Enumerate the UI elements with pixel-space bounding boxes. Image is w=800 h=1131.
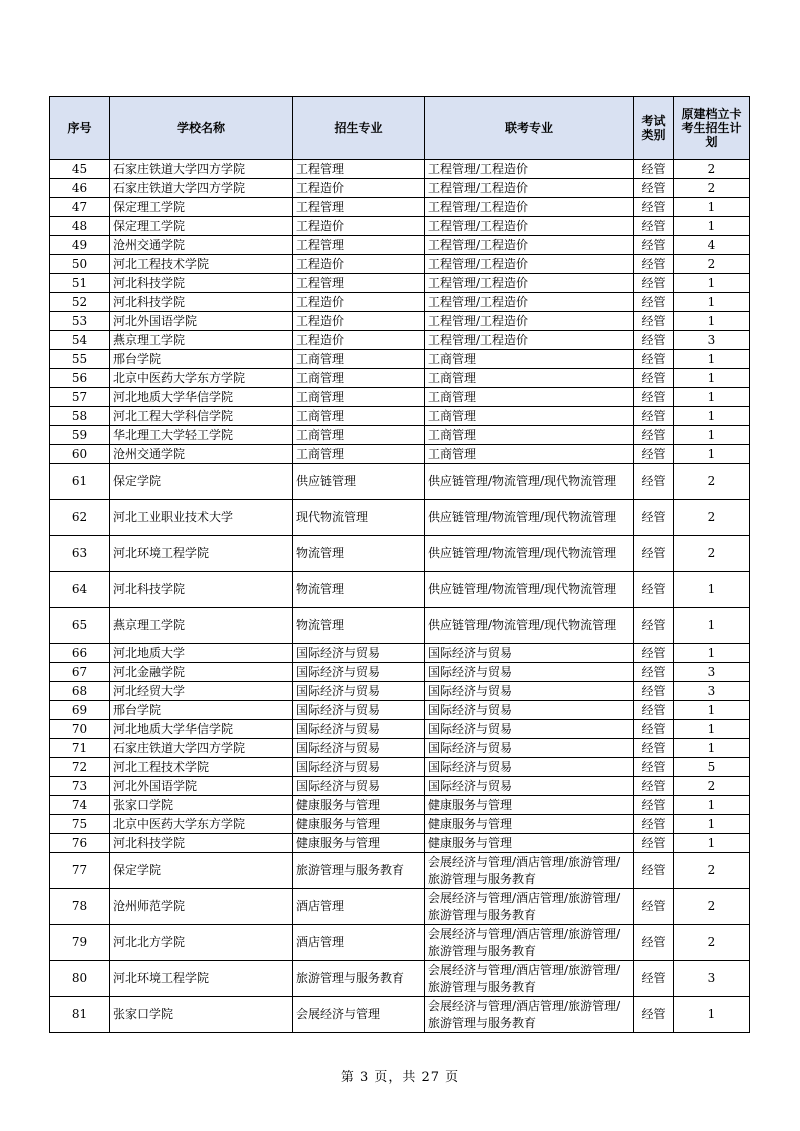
- cell-plan: 1: [674, 407, 750, 426]
- cell-exam-major: 供应链管理/物流管理/现代物流管理: [425, 608, 634, 644]
- cell-num: 50: [50, 255, 110, 274]
- cell-exam-type: 经管: [634, 925, 674, 961]
- cell-plan: 1: [674, 369, 750, 388]
- cell-major: 旅游管理与服务教育: [293, 961, 425, 997]
- cell-exam-type: 经管: [634, 663, 674, 682]
- cell-major: 工程管理: [293, 198, 425, 217]
- cell-exam-type: 经管: [634, 369, 674, 388]
- cell-plan: 1: [674, 720, 750, 739]
- cell-plan: 1: [674, 293, 750, 312]
- cell-num: 79: [50, 925, 110, 961]
- cell-num: 57: [50, 388, 110, 407]
- cell-plan: 2: [674, 536, 750, 572]
- cell-plan: 1: [674, 274, 750, 293]
- table-row: [50, 350, 750, 369]
- cell-num: 78: [50, 889, 110, 925]
- cell-school: 保定理工学院: [110, 198, 293, 217]
- cell-plan: 1: [674, 608, 750, 644]
- cell-exam-type: 经管: [634, 682, 674, 701]
- cell-plan: 2: [674, 500, 750, 536]
- cell-major: 国际经济与贸易: [293, 663, 425, 682]
- header-school: 学校名称: [110, 97, 293, 160]
- cell-major: 国际经济与贸易: [293, 701, 425, 720]
- cell-major: 会展经济与管理: [293, 997, 425, 1033]
- cell-plan: 3: [674, 331, 750, 350]
- table-row: [50, 312, 750, 331]
- cell-exam-major: 供应链管理/物流管理/现代物流管理: [425, 500, 634, 536]
- cell-num: 56: [50, 369, 110, 388]
- cell-exam-type: 经管: [634, 217, 674, 236]
- header-exam-major: 联考专业: [425, 97, 634, 160]
- cell-plan: 2: [674, 255, 750, 274]
- cell-exam-type: 经管: [634, 445, 674, 464]
- cell-exam-major: 工商管理: [425, 445, 634, 464]
- cell-major: 国际经济与贸易: [293, 758, 425, 777]
- cell-exam-type: 经管: [634, 426, 674, 445]
- cell-school: 河北工程技术学院: [110, 758, 293, 777]
- cell-exam-type: 经管: [634, 572, 674, 608]
- cell-school: 保定学院: [110, 853, 293, 889]
- table-row: [50, 500, 750, 536]
- header-exam-type: 考试类别: [634, 97, 674, 160]
- cell-exam-type: 经管: [634, 777, 674, 796]
- cell-major: 工商管理: [293, 407, 425, 426]
- cell-major: 物流管理: [293, 572, 425, 608]
- cell-num: 65: [50, 608, 110, 644]
- cell-exam-type: 经管: [634, 160, 674, 179]
- cell-exam-type: 经管: [634, 331, 674, 350]
- cell-plan: 2: [674, 464, 750, 500]
- cell-major: 物流管理: [293, 608, 425, 644]
- cell-exam-major: 供应链管理/物流管理/现代物流管理: [425, 464, 634, 500]
- cell-plan: 3: [674, 682, 750, 701]
- cell-major: 工程管理: [293, 236, 425, 255]
- cell-school: 沧州师范学院: [110, 889, 293, 925]
- cell-exam-type: 经管: [634, 293, 674, 312]
- cell-school: 石家庄铁道大学四方学院: [110, 179, 293, 198]
- cell-num: 59: [50, 426, 110, 445]
- cell-exam-major: 会展经济与管理/酒店管理/旅游管理/旅游管理与服务教育: [425, 997, 634, 1033]
- cell-exam-type: 经管: [634, 255, 674, 274]
- table-row: [50, 701, 750, 720]
- cell-exam-type: 经管: [634, 464, 674, 500]
- cell-school: 保定学院: [110, 464, 293, 500]
- cell-school: 邢台学院: [110, 701, 293, 720]
- cell-plan: 1: [674, 350, 750, 369]
- cell-major: 工商管理: [293, 388, 425, 407]
- cell-exam-major: 国际经济与贸易: [425, 644, 634, 663]
- table-row: [50, 608, 750, 644]
- table-row: [50, 834, 750, 853]
- cell-exam-major: 会展经济与管理/酒店管理/旅游管理/旅游管理与服务教育: [425, 961, 634, 997]
- cell-exam-type: 经管: [634, 834, 674, 853]
- cell-plan: 1: [674, 701, 750, 720]
- table-row: [50, 815, 750, 834]
- table-row: [50, 179, 750, 198]
- cell-num: 76: [50, 834, 110, 853]
- cell-num: 63: [50, 536, 110, 572]
- cell-school: 河北工程技术学院: [110, 255, 293, 274]
- cell-school: 河北北方学院: [110, 925, 293, 961]
- cell-plan: 2: [674, 853, 750, 889]
- cell-major: 供应链管理: [293, 464, 425, 500]
- cell-exam-type: 经管: [634, 608, 674, 644]
- table-row: [50, 961, 750, 997]
- cell-major: 工商管理: [293, 369, 425, 388]
- cell-exam-major: 工商管理: [425, 426, 634, 445]
- cell-school: 河北地质大学: [110, 644, 293, 663]
- cell-major: 健康服务与管理: [293, 815, 425, 834]
- header-plan: 原建档立卡考生招生计划: [674, 97, 750, 160]
- cell-major: 工程造价: [293, 312, 425, 331]
- cell-school: 河北科技学院: [110, 274, 293, 293]
- cell-exam-type: 经管: [634, 739, 674, 758]
- cell-num: 45: [50, 160, 110, 179]
- cell-school: 华北理工大学轻工学院: [110, 426, 293, 445]
- cell-school: 石家庄铁道大学四方学院: [110, 160, 293, 179]
- cell-school: 燕京理工学院: [110, 608, 293, 644]
- cell-exam-major: 供应链管理/物流管理/现代物流管理: [425, 572, 634, 608]
- cell-exam-major: 国际经济与贸易: [425, 682, 634, 701]
- cell-exam-type: 经管: [634, 796, 674, 815]
- cell-exam-major: 工程管理/工程造价: [425, 179, 634, 198]
- cell-school: 保定理工学院: [110, 217, 293, 236]
- table-row: [50, 796, 750, 815]
- table-row: [50, 997, 750, 1033]
- cell-major: 工商管理: [293, 350, 425, 369]
- cell-school: 北京中医药大学东方学院: [110, 815, 293, 834]
- cell-exam-major: 工商管理: [425, 369, 634, 388]
- table-row: [50, 217, 750, 236]
- cell-school: 燕京理工学院: [110, 331, 293, 350]
- cell-num: 60: [50, 445, 110, 464]
- cell-plan: 1: [674, 198, 750, 217]
- cell-exam-major: 供应链管理/物流管理/现代物流管理: [425, 536, 634, 572]
- cell-plan: 2: [674, 179, 750, 198]
- cell-school: 河北金融学院: [110, 663, 293, 682]
- cell-school: 沧州交通学院: [110, 236, 293, 255]
- cell-exam-type: 经管: [634, 350, 674, 369]
- table-row: [50, 198, 750, 217]
- cell-exam-major: 健康服务与管理: [425, 796, 634, 815]
- cell-plan: 1: [674, 815, 750, 834]
- cell-exam-type: 经管: [634, 179, 674, 198]
- cell-plan: 1: [674, 388, 750, 407]
- cell-major: 工程造价: [293, 179, 425, 198]
- table-row: [50, 464, 750, 500]
- cell-exam-type: 经管: [634, 758, 674, 777]
- cell-num: 48: [50, 217, 110, 236]
- cell-num: 54: [50, 331, 110, 350]
- cell-major: 工程造价: [293, 331, 425, 350]
- cell-school: 河北环境工程学院: [110, 961, 293, 997]
- table-row: [50, 331, 750, 350]
- cell-num: 81: [50, 997, 110, 1033]
- cell-plan: 5: [674, 758, 750, 777]
- table-row: [50, 663, 750, 682]
- cell-school: 河北科技学院: [110, 293, 293, 312]
- page-footer: 第 3 页，共 27 页: [340, 1070, 460, 1085]
- header-major: 招生专业: [293, 97, 425, 160]
- cell-major: 酒店管理: [293, 925, 425, 961]
- cell-exam-type: 经管: [634, 500, 674, 536]
- cell-num: 68: [50, 682, 110, 701]
- cell-exam-major: 健康服务与管理: [425, 834, 634, 853]
- cell-exam-type: 经管: [634, 961, 674, 997]
- cell-exam-major: 会展经济与管理/酒店管理/旅游管理/旅游管理与服务教育: [425, 853, 634, 889]
- cell-plan: 2: [674, 160, 750, 179]
- cell-plan: 1: [674, 834, 750, 853]
- cell-num: 71: [50, 739, 110, 758]
- cell-exam-major: 国际经济与贸易: [425, 739, 634, 758]
- cell-school: 河北外国语学院: [110, 312, 293, 331]
- cell-exam-type: 经管: [634, 388, 674, 407]
- cell-num: 77: [50, 853, 110, 889]
- cell-major: 工商管理: [293, 445, 425, 464]
- cell-exam-type: 经管: [634, 407, 674, 426]
- cell-plan: 1: [674, 426, 750, 445]
- cell-exam-major: 会展经济与管理/酒店管理/旅游管理/旅游管理与服务教育: [425, 925, 634, 961]
- table-row: [50, 236, 750, 255]
- table-row: [50, 255, 750, 274]
- cell-major: 国际经济与贸易: [293, 682, 425, 701]
- cell-major: 健康服务与管理: [293, 796, 425, 815]
- cell-exam-major: 健康服务与管理: [425, 815, 634, 834]
- cell-num: 62: [50, 500, 110, 536]
- cell-school: 河北经贸大学: [110, 682, 293, 701]
- table-row: [50, 889, 750, 925]
- table-row: [50, 853, 750, 889]
- cell-num: 73: [50, 777, 110, 796]
- cell-major: 工程造价: [293, 293, 425, 312]
- cell-major: 国际经济与贸易: [293, 720, 425, 739]
- cell-num: 74: [50, 796, 110, 815]
- cell-exam-major: 国际经济与贸易: [425, 720, 634, 739]
- table-row: [50, 644, 750, 663]
- cell-exam-major: 工程管理/工程造价: [425, 217, 634, 236]
- table-row: [50, 369, 750, 388]
- cell-major: 健康服务与管理: [293, 834, 425, 853]
- cell-exam-type: 经管: [634, 198, 674, 217]
- cell-exam-major: 国际经济与贸易: [425, 758, 634, 777]
- cell-exam-major: 工程管理/工程造价: [425, 331, 634, 350]
- cell-exam-major: 工程管理/工程造价: [425, 160, 634, 179]
- cell-major: 国际经济与贸易: [293, 644, 425, 663]
- cell-exam-major: 工程管理/工程造价: [425, 293, 634, 312]
- cell-school: 河北工程大学科信学院: [110, 407, 293, 426]
- cell-major: 工程造价: [293, 217, 425, 236]
- cell-num: 49: [50, 236, 110, 255]
- cell-school: 河北地质大学华信学院: [110, 388, 293, 407]
- cell-num: 58: [50, 407, 110, 426]
- cell-exam-type: 经管: [634, 853, 674, 889]
- cell-exam-major: 工程管理/工程造价: [425, 312, 634, 331]
- cell-num: 67: [50, 663, 110, 682]
- cell-exam-major: 会展经济与管理/酒店管理/旅游管理/旅游管理与服务教育: [425, 889, 634, 925]
- cell-major: 物流管理: [293, 536, 425, 572]
- cell-school: 沧州交通学院: [110, 445, 293, 464]
- table-row: [50, 445, 750, 464]
- cell-exam-major: 工商管理: [425, 407, 634, 426]
- cell-school: 石家庄铁道大学四方学院: [110, 739, 293, 758]
- table-header-row: [50, 97, 750, 160]
- cell-exam-major: 工程管理/工程造价: [425, 255, 634, 274]
- cell-major: 工程造价: [293, 255, 425, 274]
- table-row: [50, 777, 750, 796]
- cell-major: 酒店管理: [293, 889, 425, 925]
- cell-exam-type: 经管: [634, 889, 674, 925]
- cell-num: 69: [50, 701, 110, 720]
- cell-exam-type: 经管: [634, 644, 674, 663]
- cell-num: 64: [50, 572, 110, 608]
- cell-exam-type: 经管: [634, 701, 674, 720]
- cell-num: 52: [50, 293, 110, 312]
- cell-plan: 2: [674, 777, 750, 796]
- cell-exam-major: 国际经济与贸易: [425, 663, 634, 682]
- cell-plan: 1: [674, 312, 750, 331]
- cell-plan: 1: [674, 796, 750, 815]
- cell-plan: 2: [674, 925, 750, 961]
- table-row: [50, 682, 750, 701]
- cell-school: 河北环境工程学院: [110, 536, 293, 572]
- table-row: [50, 293, 750, 312]
- cell-num: 75: [50, 815, 110, 834]
- header-num: 序号: [50, 97, 110, 160]
- cell-exam-type: 经管: [634, 720, 674, 739]
- cell-school: 邢台学院: [110, 350, 293, 369]
- cell-exam-type: 经管: [634, 997, 674, 1033]
- cell-plan: 1: [674, 997, 750, 1033]
- cell-exam-major: 工商管理: [425, 388, 634, 407]
- cell-plan: 4: [674, 236, 750, 255]
- cell-school: 北京中医药大学东方学院: [110, 369, 293, 388]
- cell-school: 张家口学院: [110, 796, 293, 815]
- admission-plan-table: [49, 96, 750, 1033]
- cell-num: 70: [50, 720, 110, 739]
- table-row: [50, 758, 750, 777]
- cell-school: 张家口学院: [110, 997, 293, 1033]
- cell-exam-type: 经管: [634, 536, 674, 572]
- cell-major: 旅游管理与服务教育: [293, 853, 425, 889]
- table-row: [50, 536, 750, 572]
- table-row: [50, 274, 750, 293]
- table-row: [50, 160, 750, 179]
- cell-exam-major: 工程管理/工程造价: [425, 198, 634, 217]
- cell-plan: 1: [674, 445, 750, 464]
- table-row: [50, 925, 750, 961]
- cell-num: 47: [50, 198, 110, 217]
- table-row: [50, 426, 750, 445]
- cell-school: 河北外国语学院: [110, 777, 293, 796]
- cell-school: 河北科技学院: [110, 834, 293, 853]
- cell-plan: 2: [674, 889, 750, 925]
- cell-exam-major: 工程管理/工程造价: [425, 274, 634, 293]
- cell-major: 工程管理: [293, 160, 425, 179]
- cell-num: 72: [50, 758, 110, 777]
- table-row: [50, 720, 750, 739]
- cell-plan: 1: [674, 644, 750, 663]
- cell-exam-type: 经管: [634, 815, 674, 834]
- cell-num: 51: [50, 274, 110, 293]
- cell-plan: 1: [674, 572, 750, 608]
- table-row: [50, 388, 750, 407]
- cell-major: 国际经济与贸易: [293, 777, 425, 796]
- cell-exam-major: 国际经济与贸易: [425, 777, 634, 796]
- table-body: [50, 160, 750, 1033]
- cell-plan: 1: [674, 217, 750, 236]
- cell-major: 现代物流管理: [293, 500, 425, 536]
- cell-major: 工程管理: [293, 274, 425, 293]
- cell-plan: 1: [674, 739, 750, 758]
- cell-major: 国际经济与贸易: [293, 739, 425, 758]
- cell-exam-major: 工程管理/工程造价: [425, 236, 634, 255]
- cell-school: 河北地质大学华信学院: [110, 720, 293, 739]
- cell-plan: 3: [674, 961, 750, 997]
- cell-num: 55: [50, 350, 110, 369]
- cell-exam-type: 经管: [634, 274, 674, 293]
- table-row: [50, 572, 750, 608]
- cell-plan: 3: [674, 663, 750, 682]
- cell-exam-major: 国际经济与贸易: [425, 701, 634, 720]
- cell-num: 46: [50, 179, 110, 198]
- cell-exam-major: 工商管理: [425, 350, 634, 369]
- cell-school: 河北科技学院: [110, 572, 293, 608]
- cell-school: 河北工业职业技术大学: [110, 500, 293, 536]
- table-row: [50, 407, 750, 426]
- cell-num: 61: [50, 464, 110, 500]
- cell-num: 80: [50, 961, 110, 997]
- table-row: [50, 739, 750, 758]
- cell-major: 工商管理: [293, 426, 425, 445]
- cell-exam-type: 经管: [634, 236, 674, 255]
- cell-num: 53: [50, 312, 110, 331]
- cell-exam-type: 经管: [634, 312, 674, 331]
- cell-num: 66: [50, 644, 110, 663]
